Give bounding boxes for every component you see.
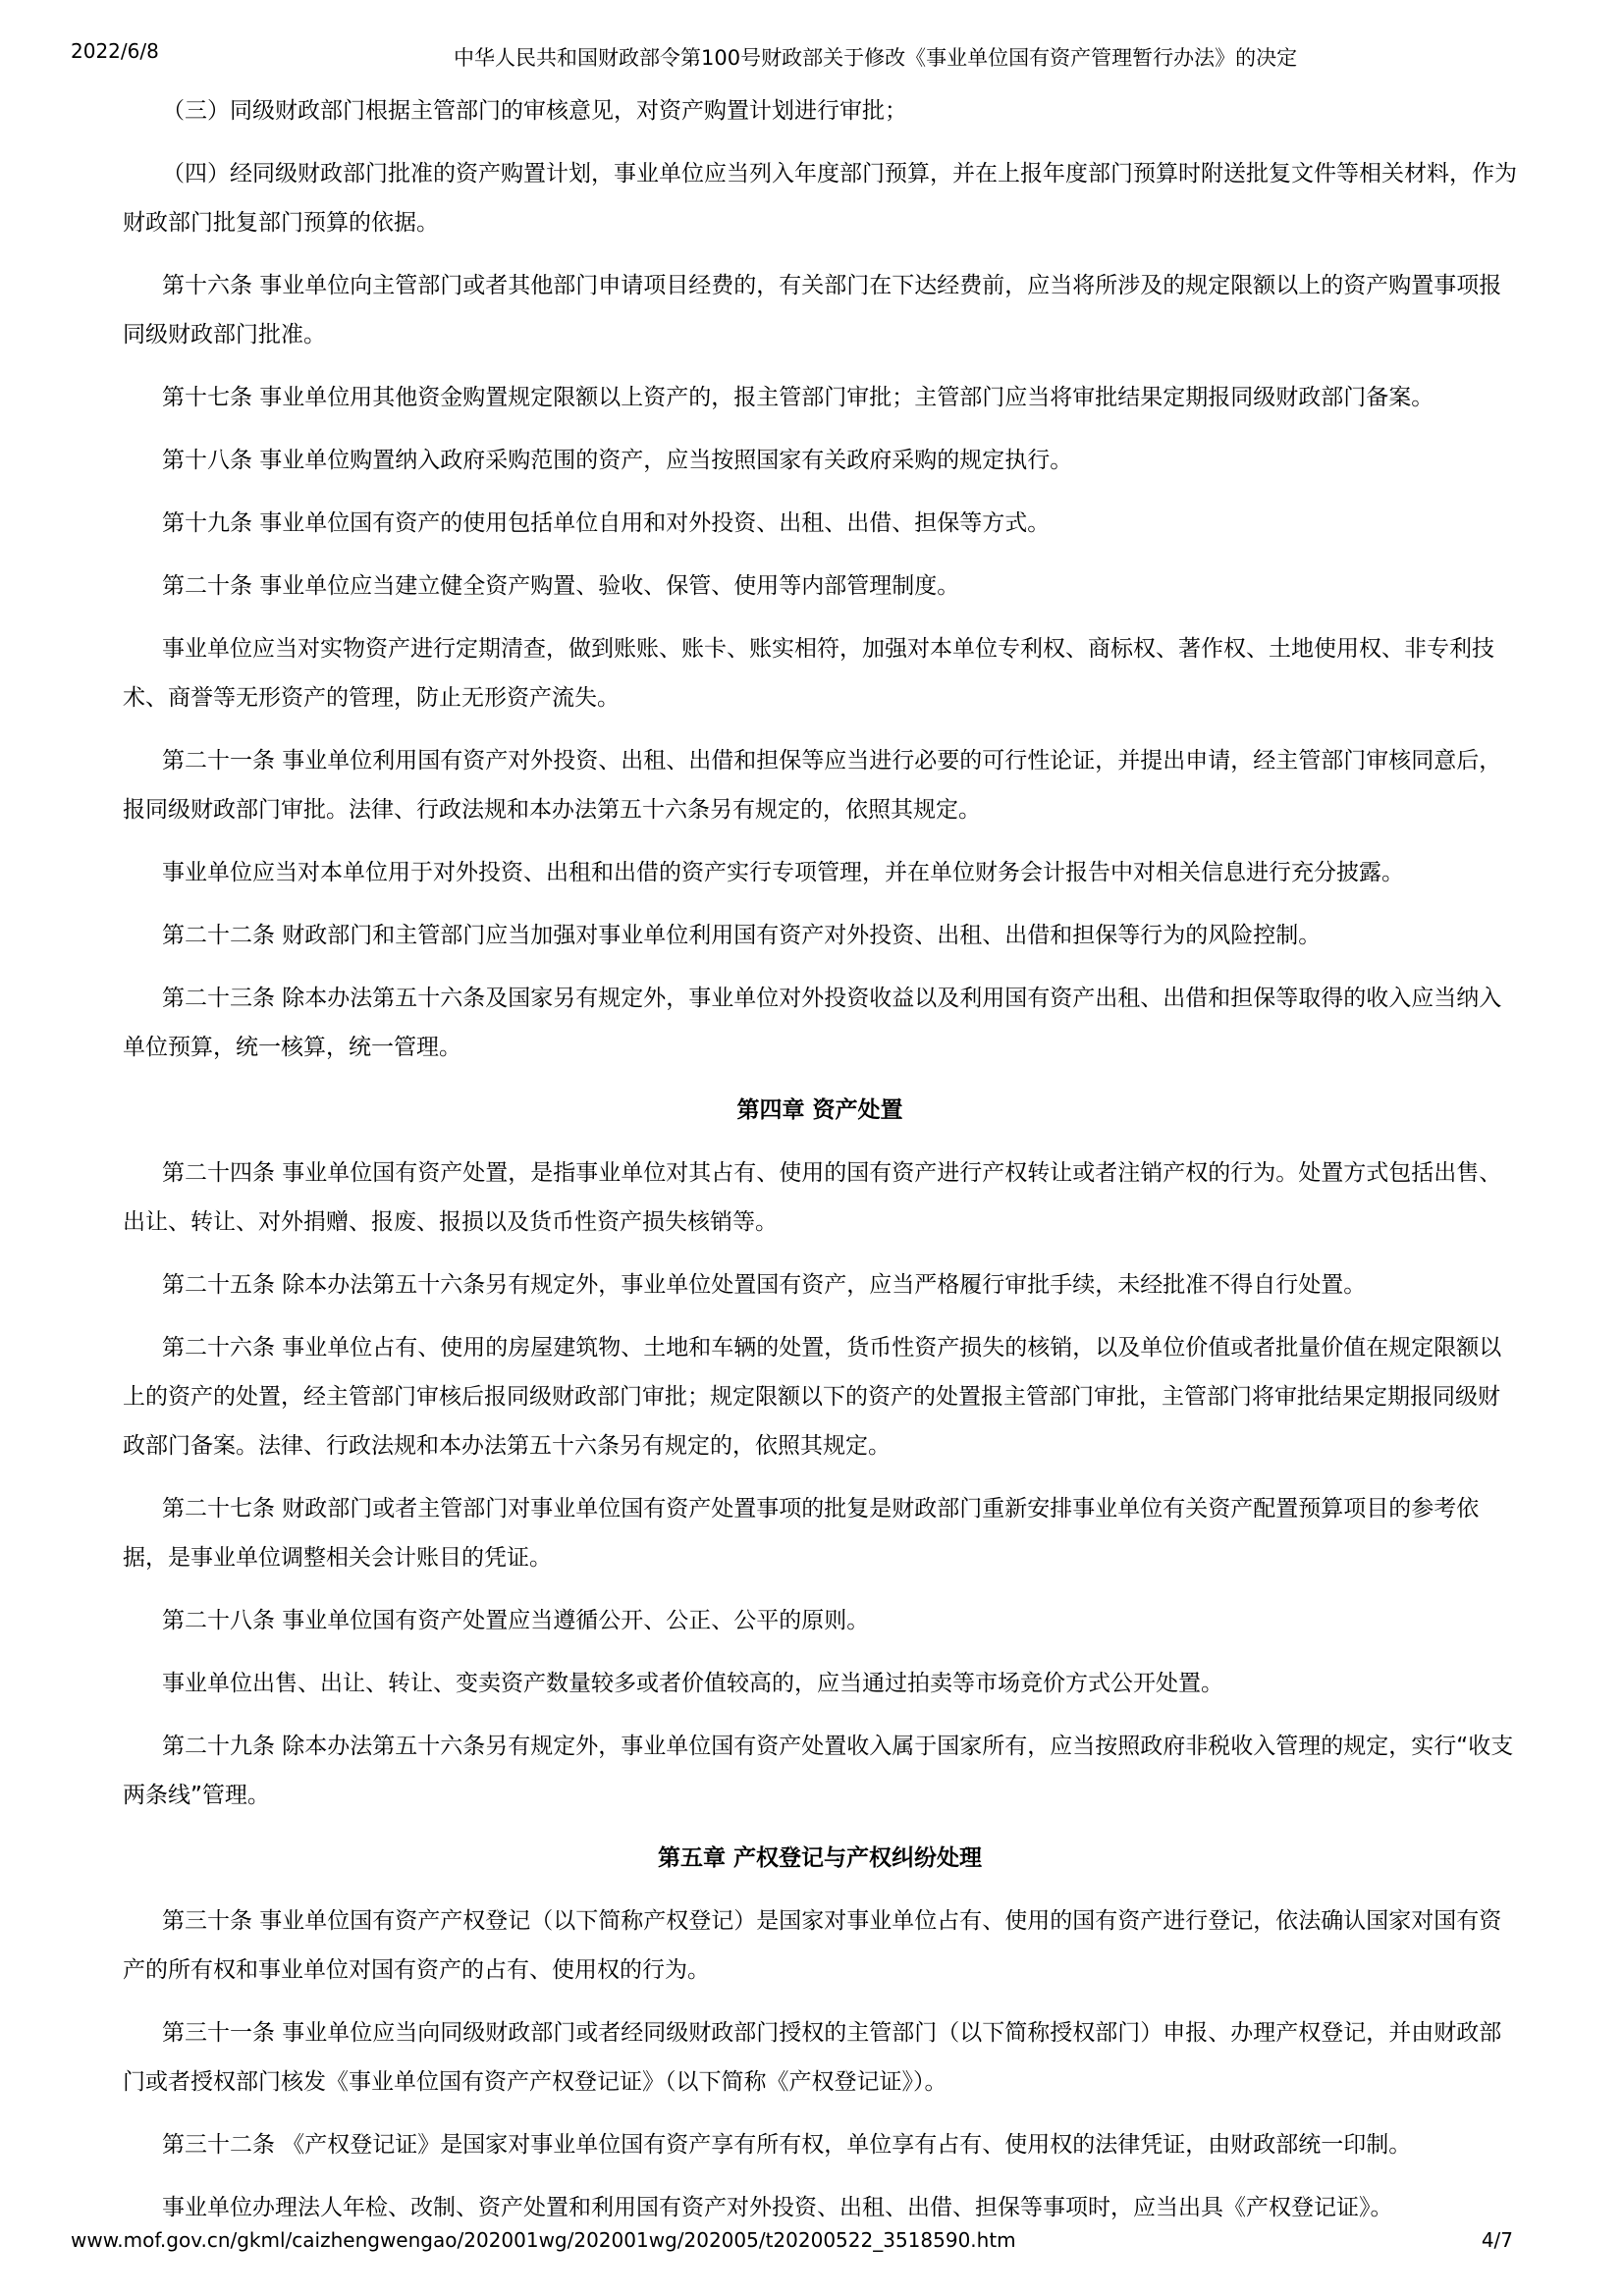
chapter-heading: 第五章 产权登记与产权纠纷处理 (657, 1845, 982, 1871)
article-paragraph: 第二十四条 事业单位国有资产处置，是指事业单位对其占有、使用的国有资产进行产权转让或者注销产权的行为。处置方式包括出售、出让、转让、对外捐赠、报废、报损以及货币性资产损失核销等。 (123, 1160, 1502, 1235)
chapter-heading: 第四章 资产处置 (736, 1097, 903, 1123)
article-paragraph: （四）经同级财政部门批准的资产购置计划，事业单位应当列入年度部门预算，并在上报年度部门预算时附送批复文件等相关材料，作为财政部门批复部门预算的依据。 (123, 161, 1517, 236)
article-paragraph: 第二十三条 除本办法第五十六条及国家另有规定外，事业单位对外投资收益以及利用国有资产出租、出借和担保等取得的收入应当纳入单位预算，统一核算，统一管理。 (123, 986, 1502, 1060)
article-paragraph: 事业单位出售、出让、转让、变卖资产数量较多或者价值较高的，应当通过拍卖等市场竞价方式公开处置。 (162, 1671, 1223, 1696)
article-paragraph: 第三十一条 事业单位应当向同级财政部门或者经同级财政部门授权的主管部门（以下简称授权部门）申报、办理产权登记，并由财政部门或者授权部门核发《事业单位国有资产产权登记证》（以下简称《产权登记证》）。 (123, 2020, 1502, 2095)
article-paragraph: 第二十六条 事业单位占有、使用的房屋建筑物、土地和车辆的处置，货币性资产损失的核销，以及单位价值或者批量价值在规定限额以上的资产的处置，经主管部门审核后报同级财政部门审批；规定限额以下的资产的处置报主管部门审批，主管部门将审批结果定期报同级财政部门备案。法律、行政法规和本办法第五十六条另有规定的，依照其规定。 (123, 1335, 1502, 1459)
page-header-title: 中华人民共和国财政部令第100号财政部关于修改《事业单位国有资产管理暂行办法》的决定 (454, 46, 1298, 70)
article-paragraph: 第二十八条 事业单位国有资产处置应当遵循公开、公正、公平的原则。 (162, 1608, 870, 1633)
article-paragraph: 第十七条 事业单位用其他资金购置规定限额以上资产的，报主管部门审批；主管部门应当将审批结果定期报同级财政部门备案。 (162, 385, 1434, 410)
print-date: 2022/6/8 (71, 39, 159, 63)
page-number: 4/7 (1481, 2228, 1513, 2252)
article-paragraph: （三）同级财政部门根据主管部门的审核意见，对资产购置计划进行审批； (162, 98, 907, 124)
footer-url: www.mof.gov.cn/gkml/caizhengwengao/202001wg/202001wg/202005/t20200522_3518590.htm (71, 2228, 1016, 2252)
article-paragraph: 第十八条 事业单位购置纳入政府采购范围的资产，应当按照国家有关政府采购的规定执行。 (162, 448, 1073, 473)
article-paragraph: 第十六条 事业单位向主管部门或者其他部门申请项目经费的，有关部门在下达经费前，应当将所涉及的规定限额以上的资产购置事项报同级财政部门批准。 (123, 273, 1502, 347)
article-paragraph: 第三十二条 《产权登记证》是国家对事业单位国有资产享有所有权，单位享有占有、使用权的法律凭证，由财政部统一印制。 (162, 2132, 1412, 2158)
article-paragraph: 事业单位应当对实物资产进行定期清查，做到账账、账卡、账实相符，加强对本单位专利权、商标权、著作权、土地使用权、非专利技术、商誉等无形资产的管理，防止无形资产流失。 (123, 636, 1494, 711)
article-paragraph: 第二十五条 除本办法第五十六条另有规定外，事业单位处置国有资产，应当严格履行审批手续，未经批准不得自行处置。 (162, 1272, 1367, 1298)
document-body (123, 86, 1517, 2246)
article-paragraph: 第二十二条 财政部门和主管部门应当加强对事业单位利用国有资产对外投资、出租、出借和担保等行为的风险控制。 (162, 923, 1322, 948)
article-paragraph: 第二十七条 财政部门或者主管部门对事业单位国有资产处置事项的批复是财政部门重新安排事业单位有关资产配置预算项目的参考依据，是事业单位调整相关会计账目的凭证。 (123, 1496, 1480, 1571)
article-paragraph: 事业单位办理法人年检、改制、资产处置和利用国有资产对外投资、出租、出借、担保等事项时，应当出具《产权登记证》。 (162, 2195, 1393, 2220)
article-paragraph: 第十九条 事业单位国有资产的使用包括单位自用和对外投资、出租、出借、担保等方式。 (162, 510, 1051, 536)
article-paragraph: 第二十条 事业单位应当建立健全资产购置、验收、保管、使用等内部管理制度。 (162, 573, 960, 599)
article-paragraph: 第二十一条 事业单位利用国有资产对外投资、出租、出借和担保等应当进行必要的可行性论证，并提出申请，经主管部门审核同意后，报同级财政部门审批。法律、行政法规和本办法第五十六条另有规定的，依照其规定。 (123, 748, 1502, 823)
article-paragraph: 第二十九条 除本办法第五十六条另有规定外，事业单位国有资产处置收入属于国家所有，应当按照政府非税收入管理的规定，实行“收支两条线”管理。 (123, 1734, 1514, 1808)
article-paragraph: 事业单位应当对本单位用于对外投资、出租和出借的资产实行专项管理，并在单位财务会计报告中对相关信息进行充分披露。 (162, 860, 1404, 885)
article-paragraph: 第三十条 事业单位国有资产产权登记（以下简称产权登记）是国家对事业单位占有、使用的国有资产进行登记，依法确认国家对国有资产的所有权和事业单位对国有资产的占有、使用权的行为。 (123, 1908, 1502, 1983)
